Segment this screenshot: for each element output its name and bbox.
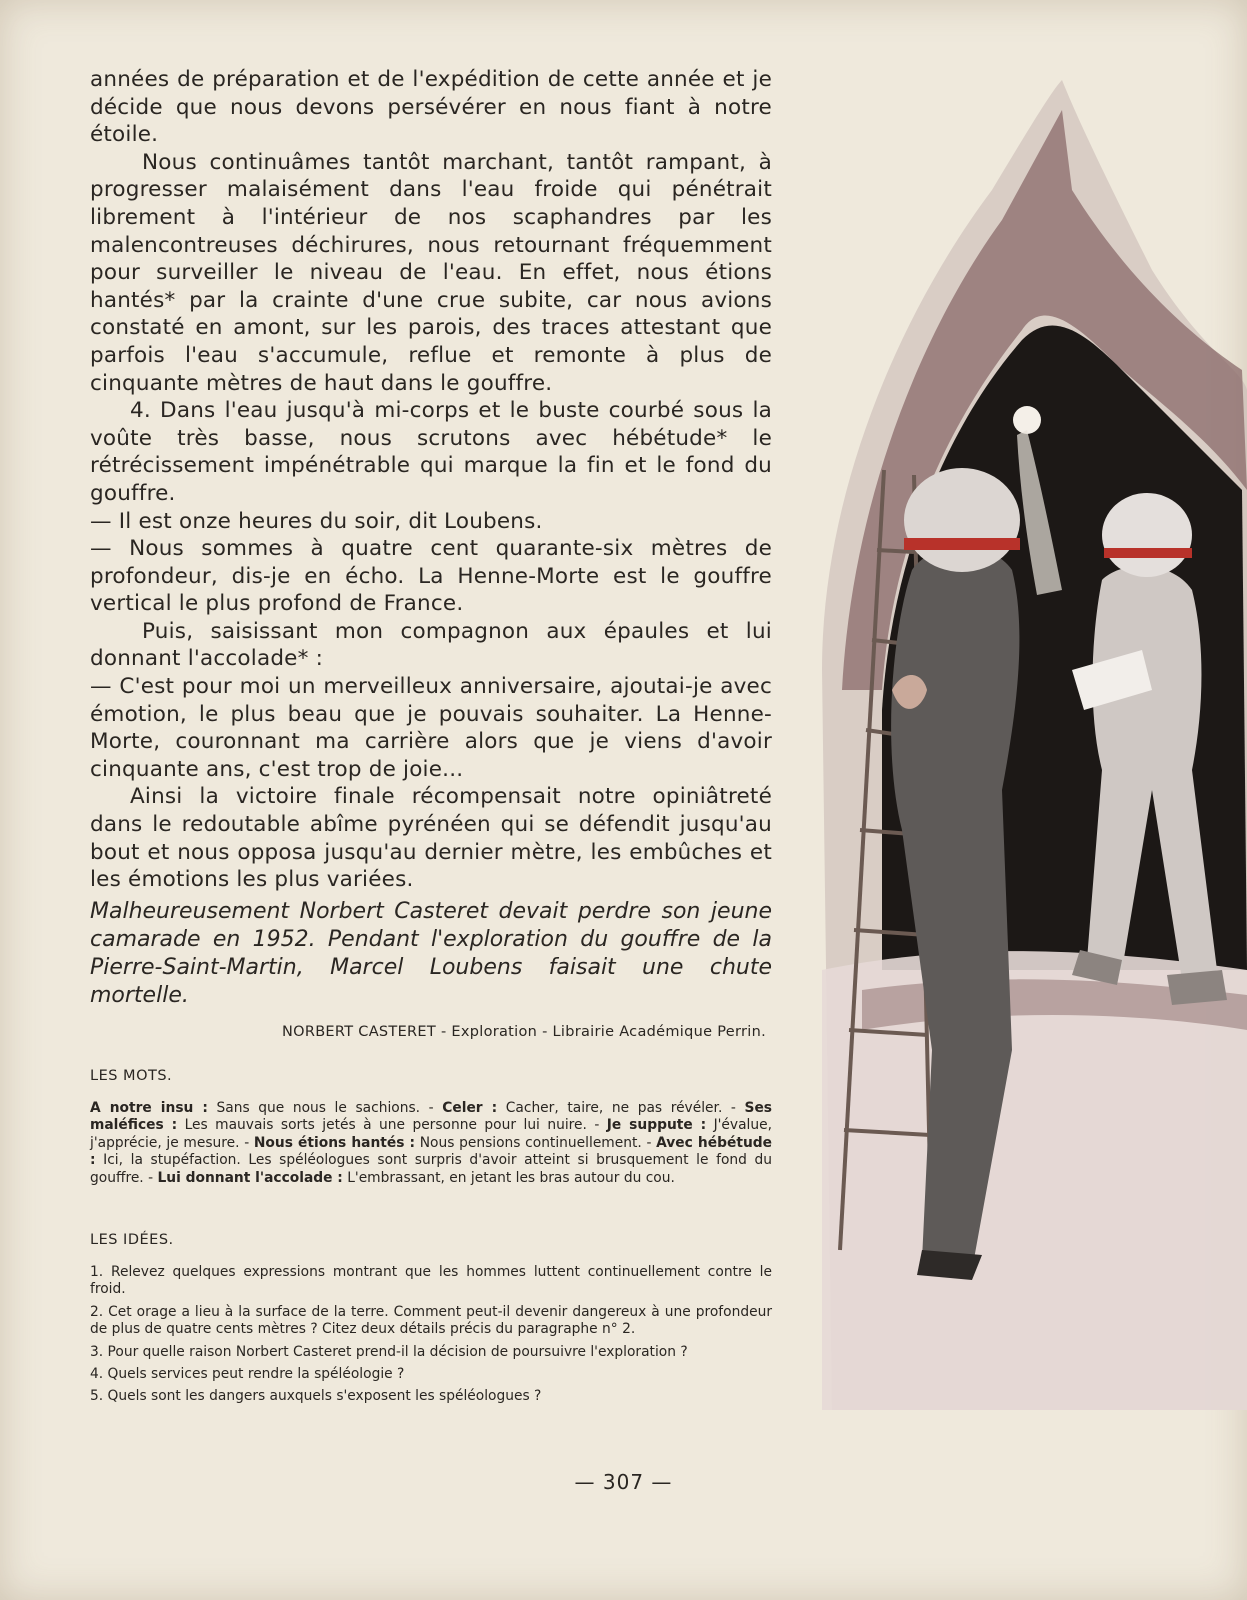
definition: L'embrassant, en jetant les bras autour du cou. [347,1169,675,1186]
questions-heading: LES IDÉES. [90,1232,174,1248]
question-item: 1. Relevez quelques expressions montrant que les hommes luttent continuellement contre le froid. [90,1264,772,1298]
vocabulary-heading: LES MOTS. [90,1068,173,1084]
definition: Les mauvais sorts jetés à une personne pour lui nuire. - [184,1117,600,1134]
vocabulary-section [90,1068,772,1201]
term: Celer : [442,1100,498,1116]
term: Lui donnant l'accolade : [157,1169,343,1186]
cave-explorers-illustration [822,70,1247,1410]
questions-section [90,1232,772,1411]
definition: Ici, la stupéfaction. Les spéléologues sont surpris d'avoir atteint si brusquement le fond du gouffre. - [90,1152,773,1186]
definition: Cacher, taire, ne pas révéler. - [505,1100,736,1116]
term: Nous étions hantés : [253,1134,416,1151]
term: Avec hébétude : [90,1134,772,1169]
lamp-light [1013,406,1041,434]
paragraph-progress: Nous continuâmes tantôt marchant, tantôt rampant, à progresser malaisément dans l'eau froide qui pénétrait librement à l'intérieur de nos scaphandres par les malencontreuses déchirures, nous retournant fréquemment pour surveiller le niveau de l'eau. En effet, nous étions hantés* par la crainte d'une crue subite, car nous avions constaté en amont, sur les parois, des traces attestant que parfois l'eau s'accumule, reflue et remonte à plus de cinquante mètres de haut dans le gouffre. [90,149,772,396]
question-item: 4. Quels services peut rendre la spéléologie ? [90,1366,405,1383]
dialogue-loubens: — Il est onze heures du soir, dit Loubens. [90,508,543,534]
dialogue-depth: — Nous sommes à quatre cent quarante-six mètres de profondeur, dis-je en écho. La Henne-Morte est le gouffre vertical le plus profond de France. [90,536,772,617]
definition: J'évalue, j'apprécie, je mesure. - [90,1117,772,1151]
paragraph-intro: années de préparation et de l'expédition de cette année et je décide que nous devons persévérer en nous fiant à notre étoile. [90,67,772,148]
question-item: 2. Cet orage a lieu à la surface de la terre. Comment peut-il devenir dangereux à une profondeur de plus de quatre cents mètres ? Citez deux détails précis du paragraphe n° 2. [90,1303,772,1338]
term: Ses maléfices : [90,1100,773,1134]
main-text [90,66,772,1040]
epilogue: Malheureusement Norbert Casteret devait perdre son jeune camarade en 1952. Pendant l'exploration du gouffre de la Pierre-Saint-Martin, Marcel Loubens faisait une chute mortelle. [90,898,772,1008]
paragraph-victory: Ainsi la victoire finale récompensait notre opiniâtreté dans le redoutable abîme pyrénéen qui se défendit jusqu'au bout et nous opposa jusqu'au dernier mètre, les embûches et les émotions les plus variées. [90,784,772,893]
page-number: — 307 — [574,1470,673,1494]
vocabulary-definitions [90,1100,772,1187]
question-item: 3. Pour quelle raison Norbert Casteret prend-il la décision de poursuivre l'exploration ? [90,1343,688,1360]
term: A notre insu : [90,1100,208,1116]
paragraph-accolade: Puis, saisissant mon compagnon aux épaules et lui donnant l'accolade* : [90,618,772,672]
questions-list [90,1264,772,1406]
dialogue-anniversary: — C'est pour moi un merveilleux anniversaire, ajoutai-je avec émotion, le plus beau que je pouvais souhaiter. La Henne-Morte, couronnant ma carrière alors que je viens d'avoir cinquante ans, c'est trop de joie... [90,674,772,782]
source-citation: NORBERT CASTERET - Exploration - Librairie Académique Perrin. [281,1023,766,1040]
paragraph-section-4: 4. Dans l'eau jusqu'à mi-corps et le buste courbé sous la voûte très basse, nous scrutons avec hébétude* le rétrécissement impénétrable qui marque la fin et le fond du gouffre. [90,398,772,506]
term: Je suppute : [606,1117,707,1134]
definition: Nous pensions continuellement. - [419,1134,652,1151]
question-item: 5. Quels sont les dangers auxquels s'exposent les spéléologues ? [90,1388,542,1405]
definition: Sans que nous le sachions. - [216,1100,434,1116]
